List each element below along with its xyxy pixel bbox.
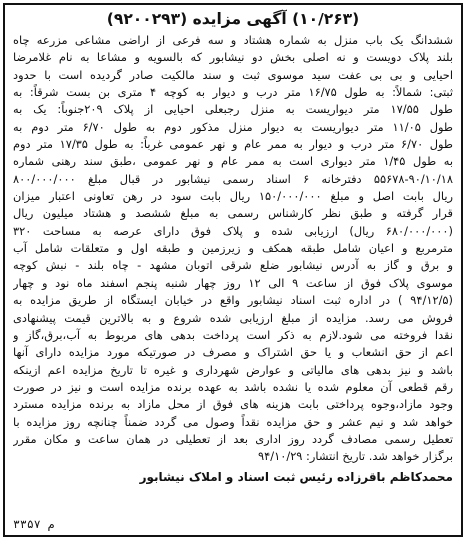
notice-line: ریال بابت اصل و مبلغ ۱۵۰/۰۰۰/۰۰۰ ریال بابت سود در رهن تعاونی اعتبار میزان — [13, 189, 453, 204]
notice-line: باشد و نیز بدهی های مالیاتی و عوارض شهرداری و غیره تا تاریخ مزایده اعم ازینکه — [13, 362, 453, 377]
notice-line: موسوی پلاک فوق از ساعت ۹ الی ۱۲ روز چهار شنبه پنجم اسفند ماه نود و چهار — [13, 275, 453, 290]
notice-line: و برق و گاز به آدرس نیشابور ضلع شرقی اتوبان مشهد - چاه بلند - نبش کوچه — [13, 258, 453, 273]
notice-line: ۵۵۶۷۸-۹۰/۱۰/۱۸ دفترخانه ۶ اسناد رسمی نیشابور در قبال مبلغ ۸۰۰/۰۰۰/۰۰۰ — [13, 171, 453, 186]
notice-line: ثبتی: شمالاً: به طول ۱۶/۷۵ متر درب و دیوار به کوچه ۴ متری بن بست شرقاً: به — [13, 85, 453, 100]
notice-line: مترمربع و اعیان شامل طبقه همکف و زیرزمین و طبقه اول و متعلقات شامل آب — [13, 241, 453, 256]
notice-line: طول ۶/۷۰ متر درب و دیوار به ممر عام و نهر عمومی غرباً: به طول ۱۷/۳۵ متر دوم — [13, 137, 453, 152]
notice-line: (۶۸۰/۰۰۰/۰۰۰ ریال) ارزیابی شده و پلاک فوق دارای عرصه به مساحت ۳۲۰ — [13, 223, 453, 238]
notice-line: بلند پلاک دویست و نه اصلی بخش دو نیشابور که بالسویه و مشاعا به نام غلامرضا — [13, 50, 453, 65]
notice-line: ششدانگ یک باب منزل به شماره هشتاد و سه فرعی از اراضی مشاعی مزرعه چاه — [13, 33, 453, 47]
notice-signature: محمدکاظم باقرزاده رئیس ثبت اسناد و املاک نیشابور — [139, 469, 453, 484]
notice-line: اعم از حق انشعاب و یا حق اشتراک و مصرف در صورتیکه مورد مزایده دارای آنها — [13, 345, 453, 360]
notice-code: ۳۳۵۷ م — [13, 517, 55, 531]
notice-line: برگزار خواهد شد. تاریخ انتشار: ۹۴/۱۰/۲۹ — [258, 449, 453, 464]
notice-line: طول ۱۷/۵۵ متر دیواریست به منزل رجبعلی احیایی از پلاک ۲۰۹جنوباً: یک به — [13, 102, 453, 117]
notice-line: خواهد شد و نیم عشر و حق مزایده نقداً وصول می گردد ضمناً چنانچه روز مزایده با — [13, 414, 453, 429]
auction-notice — [3, 3, 463, 537]
notice-line: فروش می رسد. مزایده از مبلغ ارزیابی شده شروع و به بالاترین قیمت پیشنهادی — [13, 310, 453, 325]
notice-body — [13, 32, 453, 466]
notice-line: احیایی و بی بی عفت سید موسوی ثبت و سند مالکیت صادر گردیده است با حدود — [13, 67, 453, 82]
notice-line: وجود مازاد،وجوه پرداختی بابت هزینه های فوق از محل مازاد به برنده مزایده مسترد — [13, 397, 453, 412]
notice-line: نقدا فروخته می شود.لازم به ذکر است پرداخت بدهی های مربوط به آب،برق،گاز و — [13, 327, 453, 342]
notice-line: به طول ۱/۴۵ متر دیواری است به ممر عام و نهر عمومی ،طبق سند رهنی شماره — [13, 154, 453, 169]
notice-line: تعطیل رسمی مصادف گردد روز اداری بعد از تعطیلی در همان ساعت و مکان مقرر — [13, 431, 453, 446]
notice-line: قرار گرفته و طبق نظر کارشناس رسمی به مبلغ ششصد و هشتاد میلیون ریال — [13, 206, 453, 221]
notice-line: رقم قطعی آن معلوم شده یا نشده باشد به عهده برنده مزایده است و نیز در صورت — [13, 379, 453, 394]
notice-line: (۹۴/۱۲/۵ ) در اداره ثبت اسناد نیشابور واقع در خیابان ایستگاه از طریق مزایده به — [13, 293, 453, 308]
notice-headline: (۱۰/۲۶۳) آگهی مزایده (۹۲۰۰۲۹۳) — [106, 10, 360, 28]
notice-line: طول ۱۱/۰۵ متر دیواریست به دیوار منزل مذکور دوم به طول ۶/۷۰ متر دوم به — [13, 119, 453, 134]
